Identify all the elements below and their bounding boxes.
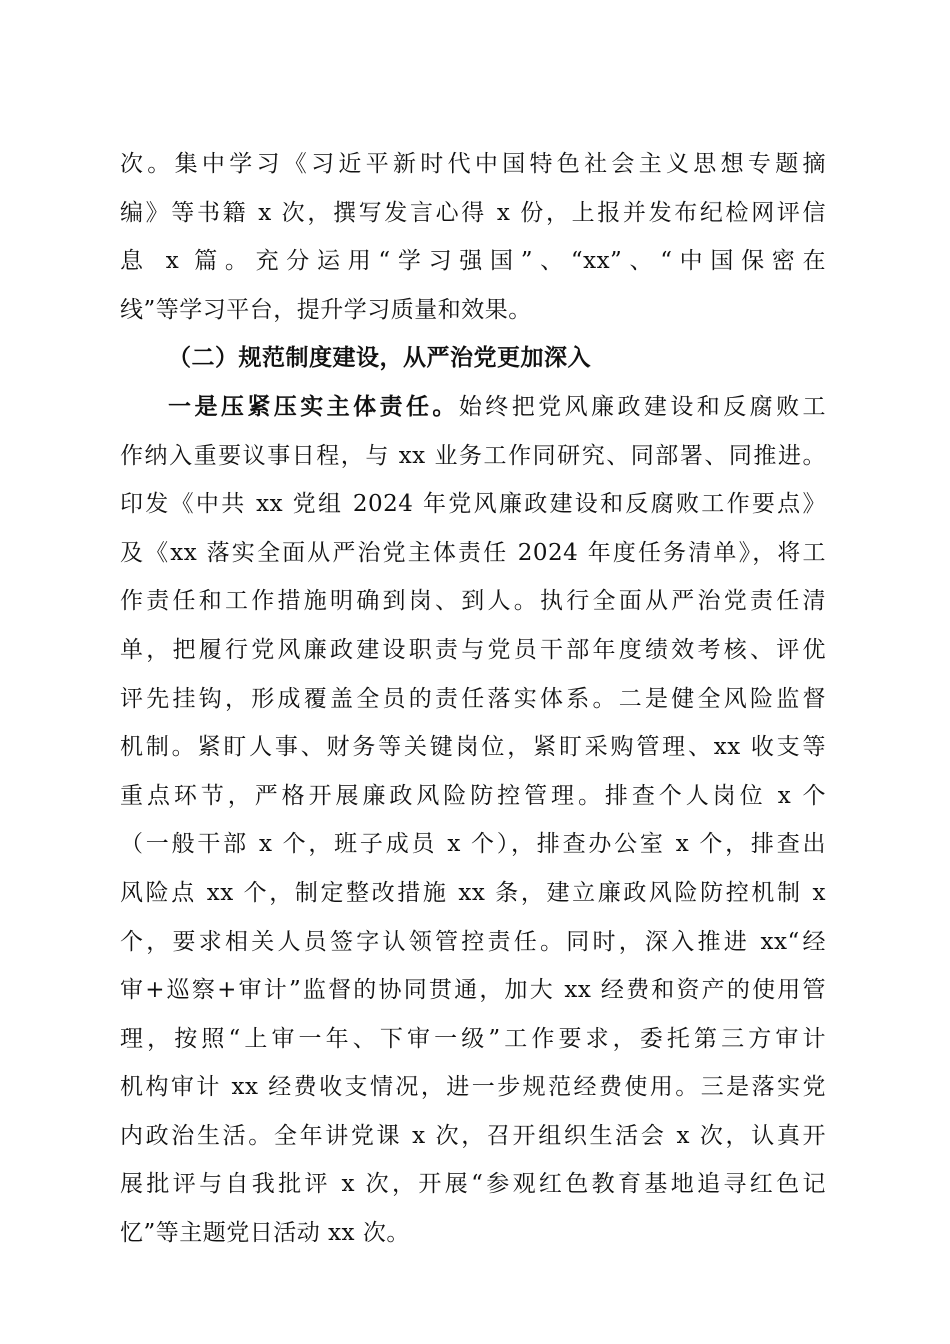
paragraph-line: 及《xx 落实全面从严治党主体责任 2024 年度任务清单》，将工 — [120, 539, 826, 566]
paragraph-line: 作纳入重要议事日程，与 xx 业务工作同研究、同部署、同推进。 — [120, 442, 826, 469]
paragraph-line: 评先挂钩，形成覆盖全员的责任落实体系。二是健全风险监督 — [120, 685, 826, 712]
paragraph-line: 机构审计 xx 经费收支情况，进一步规范经费使用。三是落实党 — [120, 1074, 826, 1101]
paragraph-line: 作责任和工作措施明确到岗、到人。执行全面从严治党责任清 — [120, 588, 826, 615]
paragraph-line: 审+巡察+审计”监督的协同贯通，加大 xx 经费和资产的使用管 — [120, 977, 826, 1004]
paragraph-line: （一般干部 x 个，班子成员 x 个），排查办公室 x 个，排查出 — [120, 831, 826, 858]
paragraph-line: 印发《中共 xx 党组 2024 年党风廉政建设和反腐败工作要点》 — [120, 491, 826, 518]
paragraph-line: 个，要求相关人员签字认领管控责任。同时，深入推进 xx“经 — [120, 928, 826, 955]
paragraph-line-text: 始终把党风廉政建设和反腐败工 — [458, 393, 826, 420]
paragraph-line: 息 x 篇。充分运用“学习强国”、“xx”、“中国保密在 — [120, 248, 826, 275]
paragraph-line: 线”等学习平台，提升学习质量和效果。 — [120, 296, 532, 323]
paragraph-first-line — [120, 383, 826, 432]
document-page — [120, 140, 826, 1258]
paragraph-line: 机制。紧盯人事、财务等关键岗位，紧盯采购管理、xx 收支等 — [120, 734, 826, 761]
paragraph-line: 内政治生活。全年讲党课 x 次，召开组织生活会 x 次，认真开 — [120, 1122, 826, 1149]
paragraph-line: 单，把履行党风廉政建设职责与党员干部年度绩效考核、评优 — [120, 636, 826, 663]
section-heading: （二）规范制度建设，从严治党更加深入 — [168, 344, 591, 372]
paragraph-line: 次。集中学习《习近平新时代中国特色社会主义思想专题摘 — [120, 151, 826, 177]
paragraph-line: 展批评与自我批评 x 次，开展“参观红色教育基地追寻红色记 — [120, 1171, 826, 1198]
lead-bold-text: 一是压紧压实主体责任。 — [168, 392, 459, 420]
paragraph-line: 风险点 xx 个，制定整改措施 xx 条，建立廉政风险防控机制 x — [120, 879, 826, 906]
paragraph-line: 编》等书籍 x 次，撰写发言心得 x 份，上报并发布纪检网评信 — [120, 199, 826, 226]
paragraph-line: 理，按照“上审一年、下审一级”工作要求，委托第三方审计 — [120, 1025, 826, 1052]
paragraph-line: 忆”等主题党日活动 xx 次。 — [120, 1220, 410, 1247]
paragraph-line: 重点环节，严格开展廉政风险防控管理。排查个人岗位 x 个 — [120, 782, 826, 809]
